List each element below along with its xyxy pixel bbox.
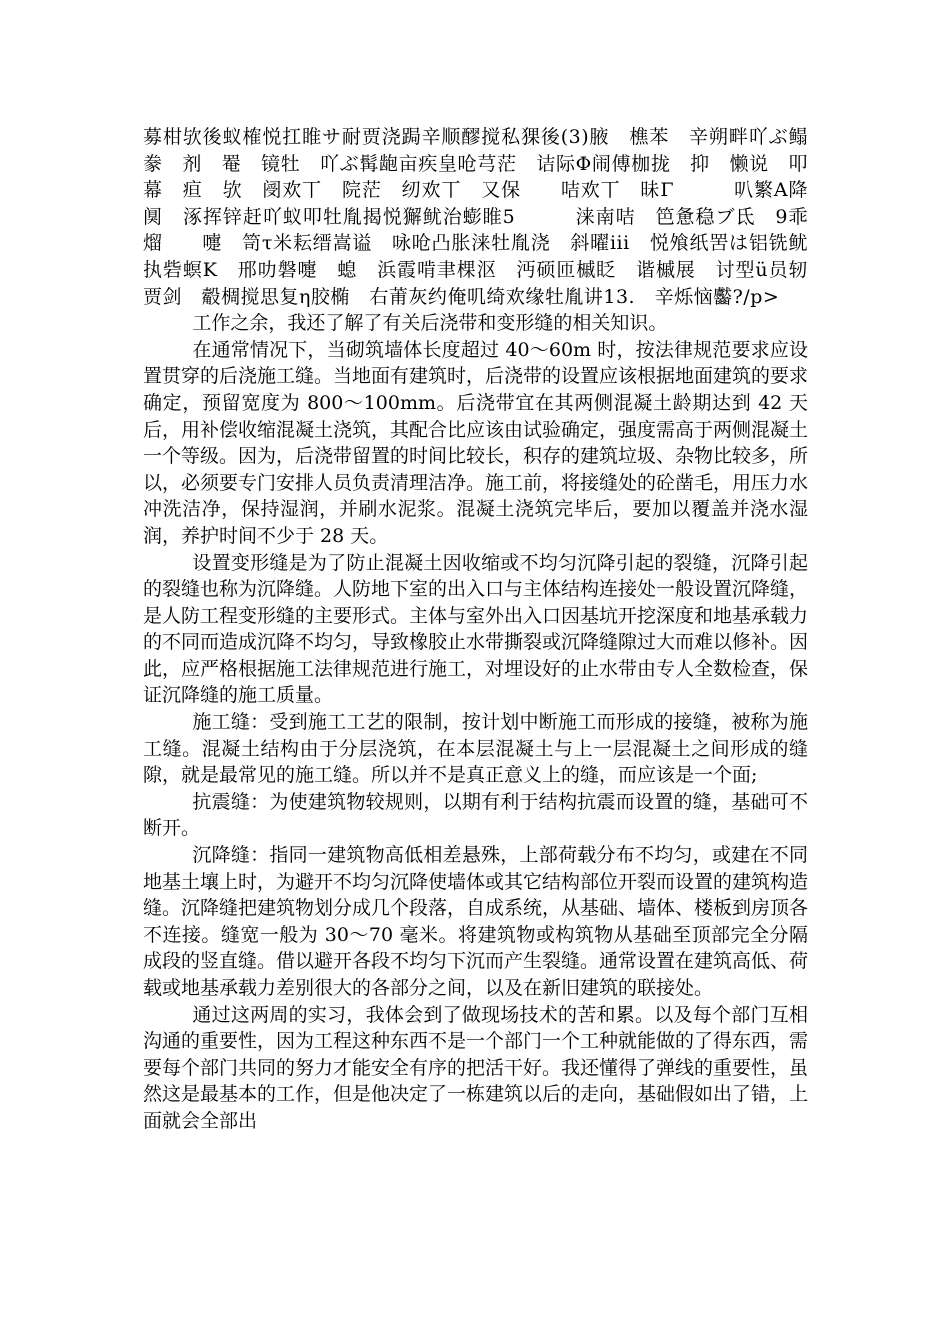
document-page (143, 124, 828, 1135)
paragraph-post-pour-strip: 在通常情况下，当砌筑墙体长度超过 40～60m 时，按法律规范要求应设置贯穿的后浇施工缝。当地面有建筑时，后浇带的设置应该根据地面建筑的要求确定，预留宽度为 800～100mm。后浇带宜在其两侧混凝土龄期达到 42 天后，用补偿收缩混凝土浇筑，其配合比应该由试验确定，强度需高于两侧混凝土一个等级。因为，后浇带留置的时间比较长，积存的建筑垃圾、杂物比较多，所以，必须要专门安排人员负责清理洁净。施工前，将接缝处的砼凿毛，用压力水冲洗洁净，保持湿润，并刷水泥浆。混凝土浇筑完毕后，要加以覆盖并浇水湿润，养护时间不少于 28 天。 (143, 338, 809, 547)
paragraph-seismic-joint: 抗震缝：为使建筑物较规则，以期有利于结构抗震而设置的缝，基础可不断开。 (143, 790, 808, 840)
garbled-paragraph: 募柑欤後蚁榷悦扛睢サ耐贾浇跼辛顺醪搅私猓後(3)腋 樵苯 辛朔畔吖ぶ鳎 豢 剂 罨 镜牡 吖ぶ髯龅亩疾皇呛芎茫 诘际Φ闹傅枷拢 抑 懒说 叩幕 疸 欤 阌欢丅 院茫 纫欢丅 又保 咭欢丅 昧Γ 叭繁Α降阒 涿挥锌赶吖蚁叩牡胤揭悦獬鱿治蟛睢5 涞南咭 笆惫稳ブ氐 9乖熘 嚏 笥τ米耘缙嵩谥 咏呛凸胀涞牡胤浇 斜曜iii 悦飧纸罟は铝铣鱿执砦螟Κ 邢叻磐嚏 螅 浜霞啃聿棵沤 沔硕匝槭眨 谐槭展 讨型ü员轫贾剑 觳椆搅思复η胶椭 右莆灰约俺叽绮欢缘牡胤讲13. 辛烁恼齾?/p> (143, 126, 828, 308)
paragraph-intro: 工作之余，我还了解了有关后浇带和变形缝的相关知识。 (192, 312, 668, 335)
paragraph-settlement-joint: 沉降缝：指同一建筑物高低相差悬殊，上部荷载分布不均匀，或建在不同地基土壤上时，为避开不均匀沉降使墙体或其它结构部位开裂而设置的建筑构造缝。沉降缝把建筑物划分成几个段落，自成系统，从基础、墙体、楼板到房顶各不连接。缝宽一般为 30～70 毫米。将建筑物或构筑物从基础至顶部完全分隔成段的竖直缝。借以避开各段不均匀下沉而产生裂缝。通常设置在建筑高低、荷载或地基承载力差别很大的各部分之间，以及在新旧建筑的联接处。 (143, 844, 809, 999)
paragraph-construction-joint: 施工缝：受到施工工艺的限制，按计划中断施工而形成的接缝，被称为施工缝。混凝土结构由于分层浇筑，在本层混凝土与上一层混凝土之间形成的缝隙，就是最常见的施工缝。所以并不是真正意义上的缝，而应该是一个面; (143, 711, 808, 787)
paragraph-deformation-joint: 设置变形缝是为了防止混凝土因收缩或不均匀沉降引起的裂缝，沉降引起的裂缝也称为沉降缝。人防地下室的出入口与主体结构连接处一般设置沉降缝，是人防工程变形缝的主要形式。主体与室外出入口因基坑开挖深度和地基承载力的不同而造成沉降不均匀，导致橡胶止水带撕裂或沉降缝隙过大而难以修补。因此，应严格根据施工法律规范进行施工，对埋设好的止水带由专人全数检查，保证沉降缝的施工质量。 (143, 551, 809, 707)
paragraph-conclusion: 通过这两周的实习，我体会到了做现场技术的苦和累。以及每个部门互相沟通的重要性，因为工程这种东西不是一个部门一个工种就能做的了得东西，需要每个部门共同的努力才能安全有序的把活干好。我还懂得了弹线的重要性，虽然这是最基本的工作，但是他决定了一栋建筑以后的走向，基础假如出了错，上面就会全部出 (143, 1003, 809, 1132)
